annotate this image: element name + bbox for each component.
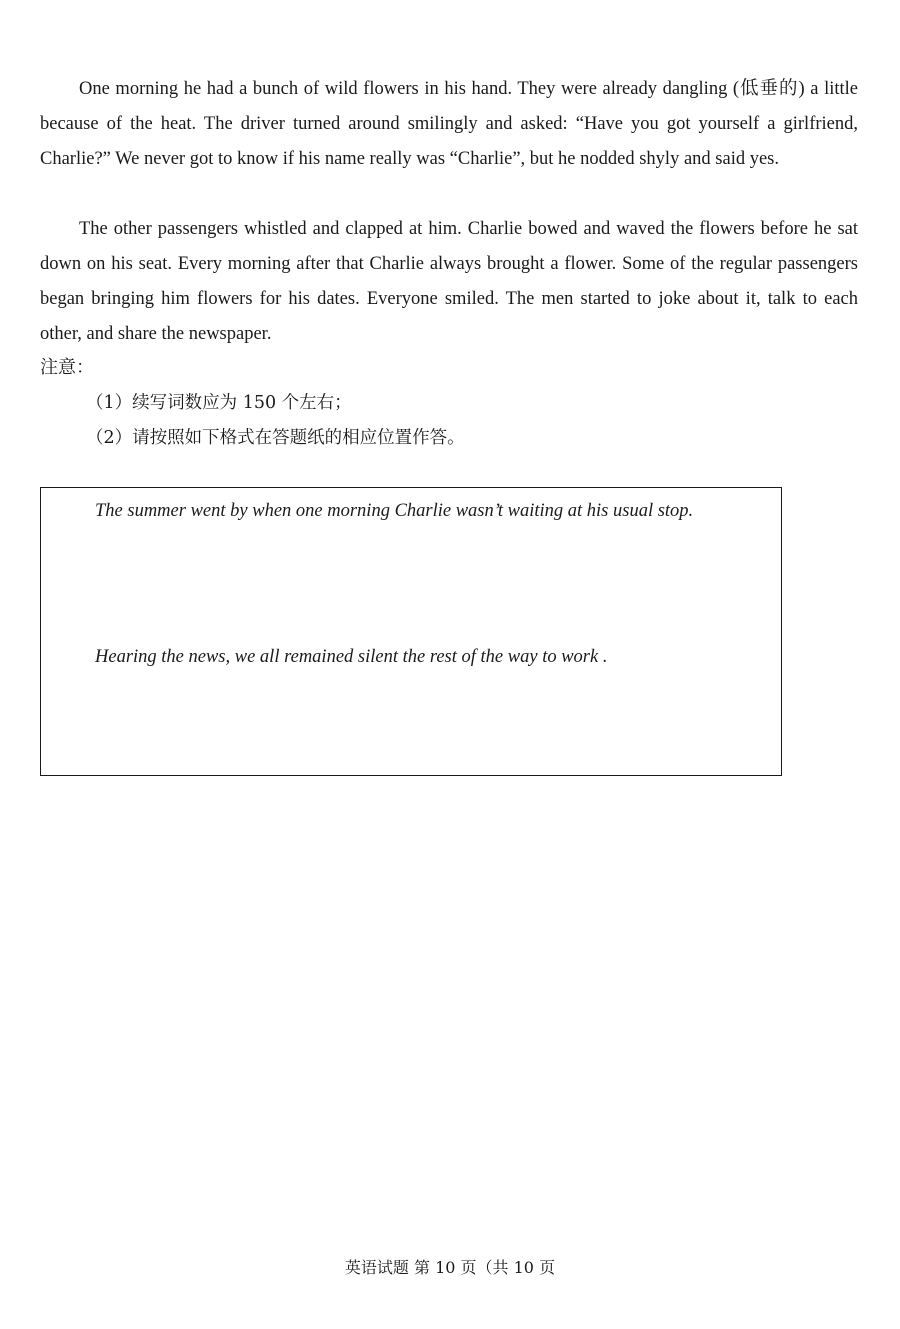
answer-box (40, 487, 782, 776)
answer-prompt-1: The summer went by when one morning Charlie wasn’t waiting at his usual stop. (95, 501, 694, 521)
passage-paragraph-2: The other passengers whistled and clapped at him. Charlie bowed and waved the flowers before he sat down on his seat. Every morning after that Charlie always brought a flower. Some of the regular passengers began bringing him flowers for his dates. Everyone smiled. The men started to joke about it, talk to each other, and share the newspaper. (40, 219, 858, 344)
answer-prompt-2: Hearing the news, we all remained silent the rest of the way to work . (95, 647, 608, 667)
page-footer: 英语试题 第 10 页（共 10 页 (344, 1258, 556, 1277)
note-item-word-count: （1）续写词数应为 150 个左右； (86, 393, 352, 413)
notes-title: 注意： (40, 357, 94, 378)
passage-paragraph-1: One morning he had a bunch of wild flowers in his hand. They were already dangling (低垂的) a little because of the heat. The driver turned around smilingly and asked: “Have you got yourself a girlfriend, Charlie?” We never got to know if his name really was “Charlie”, but he nodded shyly and said yes. (40, 79, 858, 169)
note-item-format: （2）请按照如下格式在答题纸的相应位置作答。 (86, 428, 465, 448)
